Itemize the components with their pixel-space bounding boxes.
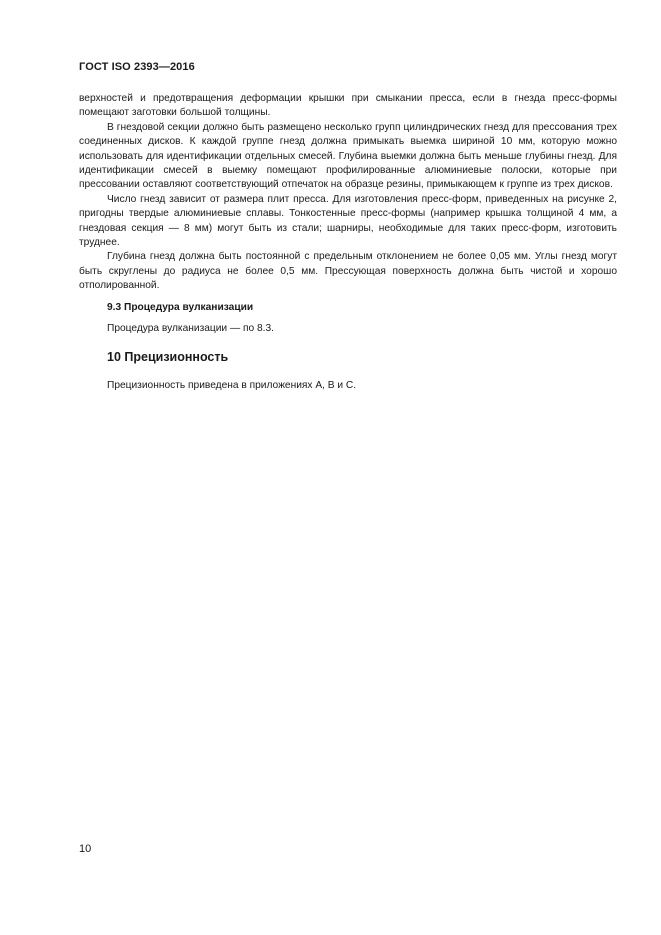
section-text-10: Прецизионность приведена в приложениях А, В и С. [107,380,357,391]
paragraph-cavity-count: Число гнезд зависит от размера плит пресса. Для изготовления пресс-форм, приведенных на рисунке 2, пригодны твердые алюминиевые сплавы. Тонкостенные пресс-формы (например крышка толщиной 4 мм, а гнездовая секция — 8 мм) могут быть из стали; шарниры, необходимые для таких пресс-форм, изготовить труднее. [79,193,617,249]
page-number: 10 [79,843,92,855]
subsection-title-9-3: 9.3 Процедура вулканизации [107,302,254,313]
body-text-block [79,92,617,294]
document-header: ГОСТ ISO 2393—2016 [79,61,195,73]
paragraph-cavity-section: В гнездовой секции должно быть размещено несколько групп цилиндрических гнезд для прессования трех соединенных дисков. К каждой группе гнезд должна примыкать выемка шириной 10 мм, которую можно использовать для идентификации отдельных смесей. Глубина выемки должна быть меньше глубины гнезд. Для идентификации смесей в выемку помещают профилированные алюминиевые полоски, которые при прессовании оставляют соответствующий отпечаток на образце резины, примыкающем к группе из трех дисков. [79,121,617,191]
subsection-text-9-3: Процедура вулканизации — по 8.3. [107,323,274,334]
section-title-10: 10 Прецизионность [107,350,229,364]
paragraph-continuation: верхностей и предотвращения деформации крышки при смыкании пресса, если в гнезда пресс-формы помещают заготовки большой толщины. [79,93,617,119]
paragraph-cavity-depth: Глубина гнезд должна быть постоянной с предельным отклонением не более 0,05 мм. Углы гнезд могут быть скруглены до радиуса не более 0,5 мм. Прессующая поверхность должна быть чистой и хорошо отполированной. [79,251,617,292]
